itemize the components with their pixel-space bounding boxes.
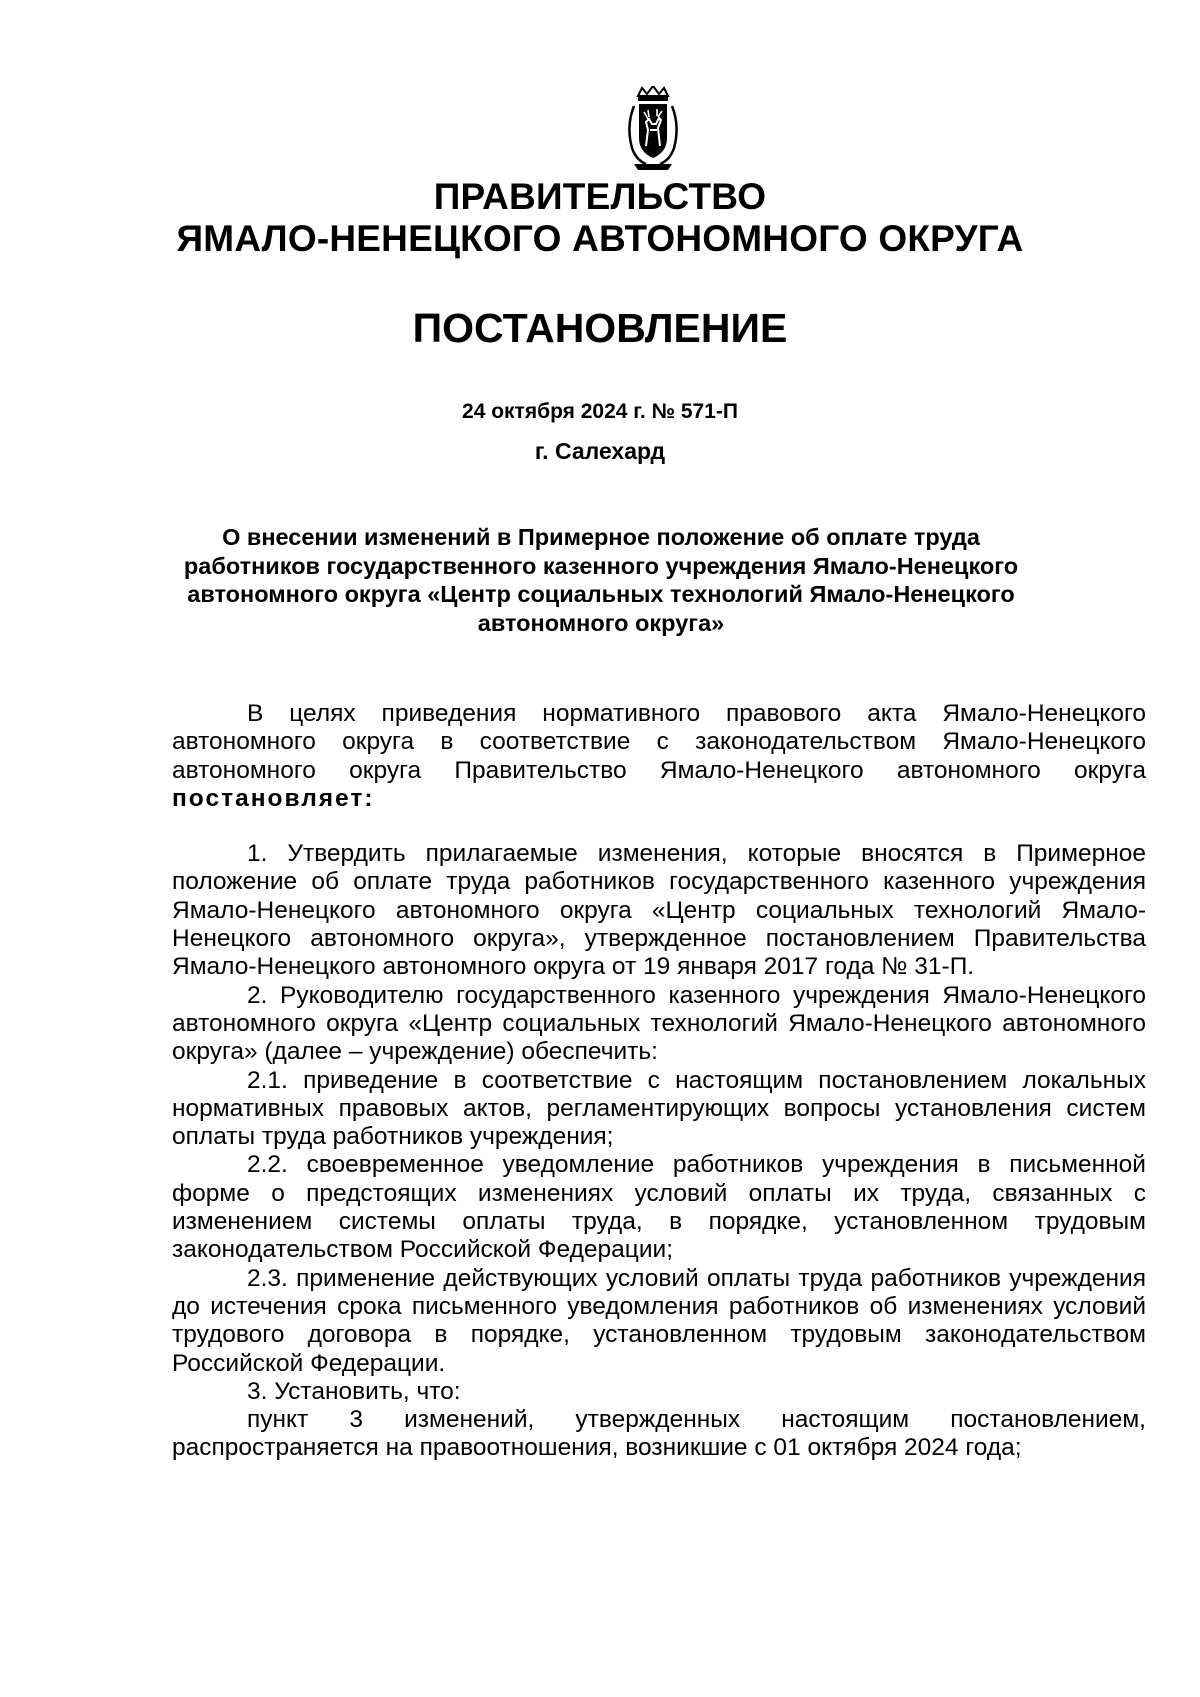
document-subject: О внесении изменений в Примерное положение об оплате труда работников государственного казенного учреждения Ямало-Ненецкого автономного округа «Центр социальных технологий Ямало-Ненецкого автономного округа» (183, 524, 1019, 636)
document-city: г. Салехард (534, 438, 666, 464)
paragraph-2-3: 2.3. применение действующих условий оплаты труда работников учреждения до истечения срока письменного уведомления работников об изменениях условий трудового договора в порядке, установленном трудовым законодательством Российской Федерации. (172, 1264, 1146, 1377)
paragraph-1: 1. Утвердить прилагаемые изменения, которые вносятся в Примерное положение об оплате труда работников государственного казенного учреждения Ямало-Ненецкого автономного округа «Центр социальных технологий Ямало-Ненецкого автономного округа», утвержденное постановлением Правительства Ямало-Ненецкого автономного округа от 19 января 2017 года № 31-П. (172, 840, 1146, 981)
document-body (172, 700, 1146, 1463)
preamble-paragraph (172, 700, 1146, 813)
paragraph-2-1: 2.1. приведение в соответствие с настоящим постановлением локальных нормативных правовых актов, регламентирующих вопросы установления систем оплаты труда работников учреждения; (172, 1066, 1146, 1151)
document-date-number: 24 октября 2024 г. № 571-П (462, 400, 738, 423)
paragraph-3: 3. Установить, что: (247, 1377, 461, 1405)
government-title-line2: ЯМАЛО-НЕНЕЦКОГО АВТОНОМНОГО ОКРУГА (176, 218, 1024, 259)
document-type-heading: ПОСТАНОВЛЕНИЕ (412, 305, 788, 351)
coat-of-arms-icon (624, 86, 682, 172)
paragraph-3-item: пункт 3 изменений, утвержденных настоящим постановлением, распространяется на правоотношения, возникшие с 01 октября 2024 года; (172, 1406, 1146, 1462)
paragraph-2-2: 2.2. своевременное уведомление работников учреждения в письменной форме о предстоящих изменениях условий оплаты их труда, связанных с изменением системы оплаты труда, в порядке, установленном трудовым законодательством Российской Федерации; (172, 1151, 1146, 1264)
preamble-text: В целях приведения нормативного правового акта Ямало-Ненецкого автономного округа в соответствие с законодательством Ямало-Ненецкого автономного округа Правительство Ямало-Ненецкого автономного округа (172, 700, 1146, 784)
government-title-line1: ПРАВИТЕЛЬСТВО (433, 176, 767, 217)
decree-word: постановляет: (172, 784, 375, 812)
paragraph-2: 2. Руководителю государственного казенного учреждения Ямало-Ненецкого автономного округа «Центр социальных технологий Ямало-Ненецкого автономного округа» (далее – учреждение) обеспечить: (172, 981, 1146, 1066)
